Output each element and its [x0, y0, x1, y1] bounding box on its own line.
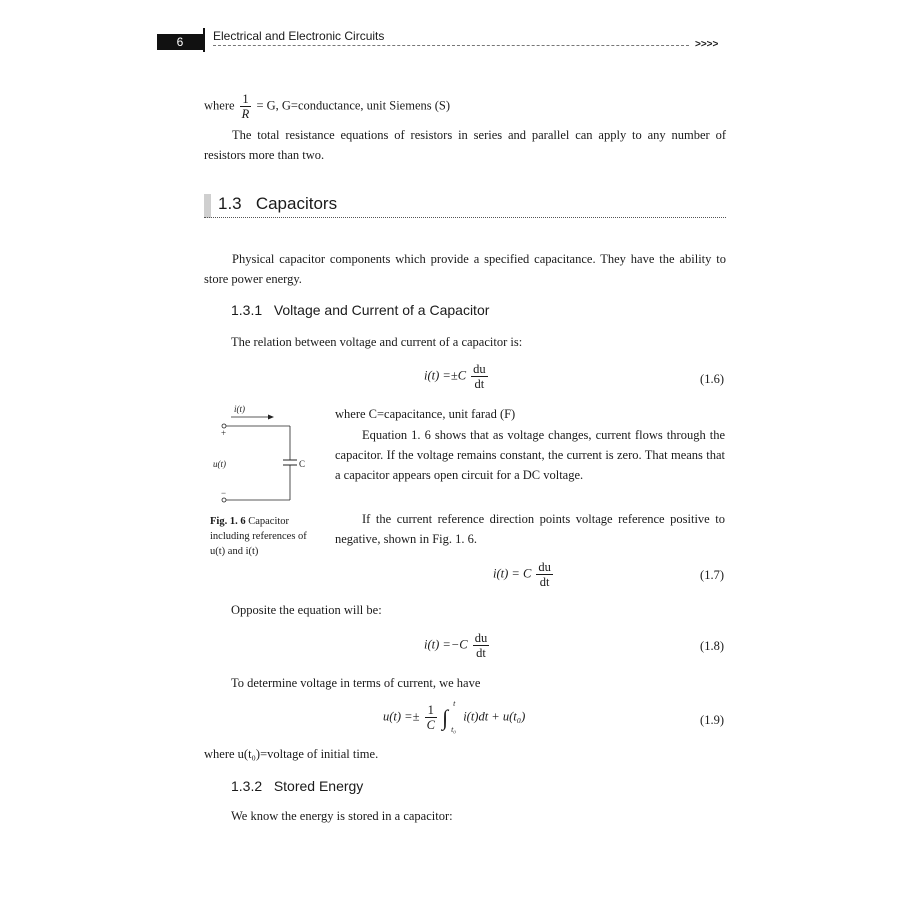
equation-number-1-7: (1.7)	[700, 568, 724, 582]
page-number: 6	[176, 35, 184, 49]
equation-number-1-9: (1.9)	[700, 713, 724, 727]
figure-cap-label: C	[299, 459, 306, 469]
eq17-dt: dt	[539, 575, 550, 589]
where-prefix: where	[204, 98, 235, 113]
eq18-du: du	[474, 631, 488, 645]
conductance-line	[204, 92, 450, 121]
reference-direction-text: If the current reference direction points voltage reference positive to negative, shown in Fig. 1. 6.	[335, 512, 725, 546]
opposite-text: Opposite the equation will be:	[231, 603, 382, 617]
eq19-frac-num: 1	[425, 703, 437, 718]
header-rule	[213, 45, 689, 46]
subsection-heading-2	[231, 778, 363, 794]
section-intro: Physical capacitor components which provide a specified capacitance. They have the ability to store power energy.	[204, 252, 726, 286]
integral-sign: ∫	[442, 704, 449, 730]
eq17-du: du	[538, 560, 551, 574]
eq17-fraction	[536, 560, 553, 589]
eq19-rest: i(t)dt + u(t₀)	[463, 709, 526, 724]
determine-text: To determine voltage in terms of current, we have	[231, 676, 481, 690]
eq18-dt: dt	[476, 646, 486, 660]
equation-1-8	[424, 631, 491, 660]
equation-number-1-6: (1.6)	[700, 372, 724, 386]
section-heading	[204, 192, 726, 222]
relation-text: The relation between voltage and current of a capacitor is:	[231, 335, 523, 349]
eq16-lhs: i(t) =±C	[424, 368, 467, 383]
equation-number-1-8: (1.8)	[700, 639, 724, 653]
subsection-heading-1	[231, 302, 489, 318]
subsection-title-2: Stored Energy	[273, 778, 364, 794]
figure-caption	[210, 514, 318, 559]
integral-lower: t₀	[451, 724, 457, 734]
section-title-text: Capacitors	[255, 194, 338, 213]
bottom-terminal	[222, 498, 226, 502]
eq16-du: du	[473, 362, 486, 376]
eq19-lhs: u(t) =±	[383, 709, 420, 724]
section-marker	[204, 194, 211, 218]
page-number-box	[157, 34, 203, 50]
page-header	[157, 26, 727, 56]
section-number: 1.3	[218, 194, 242, 213]
capacitance-definition: where C=capacitance, unit farad (F)	[335, 407, 516, 421]
header-bracket	[203, 28, 211, 52]
stored-energy-text: We know the energy is stored in a capacitor:	[231, 809, 453, 823]
eq17-lhs: i(t) = C	[493, 566, 532, 581]
eq19-fraction	[425, 703, 437, 732]
capacitor-circuit-figure	[205, 398, 315, 508]
minus-sign: −	[221, 488, 227, 498]
fraction-one-over-r	[240, 92, 252, 121]
section-rule	[204, 217, 726, 218]
equation-1-9	[383, 698, 526, 734]
initial-voltage-definition: where u(t₀)=voltage of initial time.	[204, 747, 379, 761]
fraction-numerator: 1	[240, 92, 252, 107]
eq19-frac-den: C	[426, 718, 435, 732]
eq19-integral	[442, 698, 460, 734]
header-title: Electrical and Electronic Circuits	[213, 29, 385, 43]
equation-1-7	[493, 560, 555, 589]
resistance-paragraph: The total resistance equations of resistors in series and parallel can apply to any number of resistors more than two.	[204, 128, 726, 162]
eq18-lhs: i(t) =−C	[424, 637, 468, 652]
fraction-denominator: R	[241, 107, 250, 121]
eq16-dt: dt	[474, 377, 485, 391]
subsection-number-1: 1.3.1	[231, 302, 263, 318]
header-arrows: >>>>	[695, 39, 719, 50]
subsection-title-1: Voltage and Current of a Capacitor	[273, 302, 490, 318]
figure-current-label: i(t)	[234, 404, 245, 414]
integral-upper: t	[453, 698, 456, 708]
current-arrowhead	[268, 415, 274, 420]
caption-label: Fig. 1. 6	[210, 516, 246, 527]
equation-1-6	[424, 362, 490, 391]
plus-sign: +	[221, 428, 227, 438]
conductance-definition: = G, G=conductance, unit Siemens (S)	[256, 98, 451, 113]
subsection-number-2: 1.3.2	[231, 778, 263, 794]
eq18-fraction	[473, 631, 490, 660]
figure-voltage-label: u(t)	[213, 459, 226, 469]
equation-explanation: Equation 1. 6 shows that as voltage changes, current flows through the capacitor. If the voltage remains constant, the current is zero. That means that a capacitor appears open circuit for a DC voltage.	[335, 428, 725, 482]
section-title	[218, 194, 337, 214]
eq16-fraction	[471, 362, 488, 391]
caption-text: Capacitor including references of u(t) and i(t)	[210, 516, 307, 557]
